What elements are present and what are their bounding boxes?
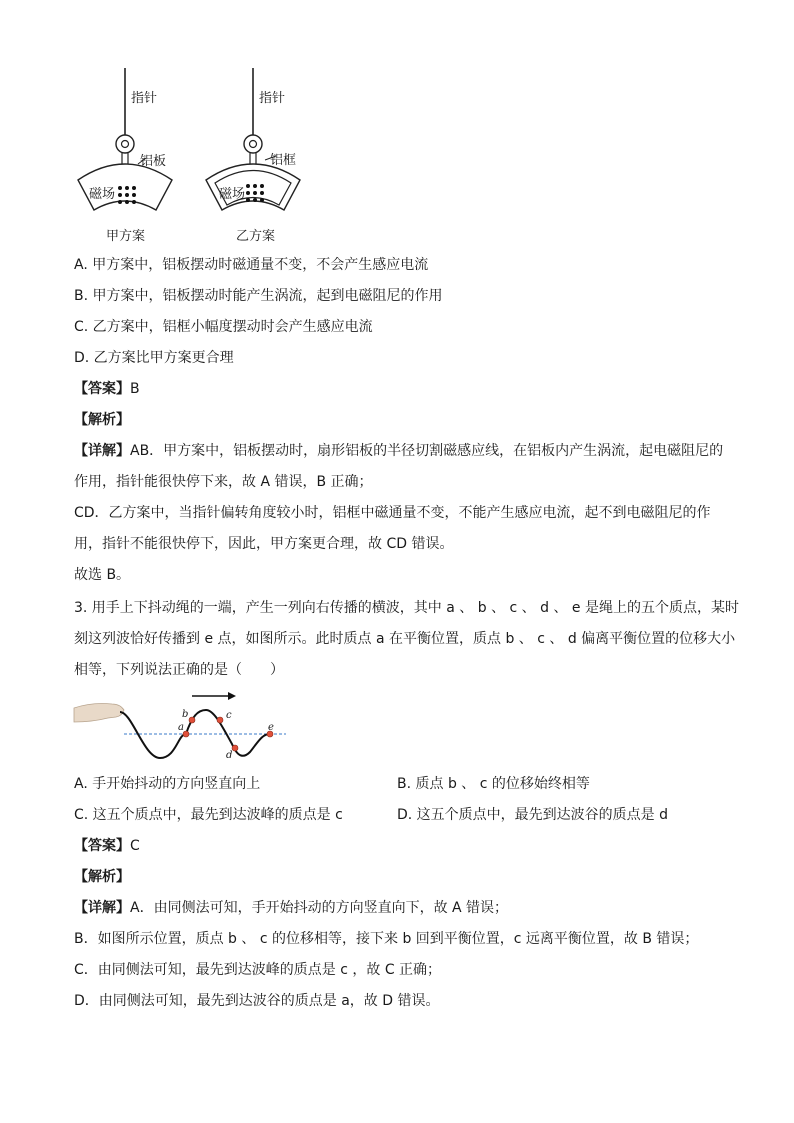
q2-conclusion: 故选 B。 [74, 567, 131, 583]
q2-detail-line-1: 【详解】AB．甲方案中，铝板摆动时，扇形铝板的半径切割磁感应线，在铝板内产生涡流，起电磁阻尼的 [74, 443, 724, 459]
q3-answer [74, 836, 140, 856]
q3-stem-line-3: 相等，下列说法正确的是（ ） [74, 662, 284, 678]
answer-value: B [130, 381, 140, 397]
q3-detail-line-1: 【详解】A．由同侧法可知，手开始抖动的方向竖直向下，故 A 错误； [74, 900, 509, 916]
q3-detail-line-2: B．如图所示位置，质点 b 、 c 的位移相等，接下来 b 回到平衡位置，c 远离平衡位置，故 B 错误； [74, 931, 699, 947]
q3-option-c: C. 这五个质点中，最先到达波峰的质点是 c [74, 807, 343, 823]
point-c [217, 717, 223, 723]
q2-analysis-tag: 【解析】 [74, 412, 130, 428]
label-point-e: e [268, 722, 274, 733]
q3-option-b: B. 质点 b 、 c 的位移始终相等 [397, 776, 590, 792]
answer-value: C [130, 838, 140, 854]
label-point-a: a [178, 722, 184, 733]
caption-left: 甲方案 [106, 229, 146, 244]
field-label-left: 磁场 [89, 187, 116, 202]
q3-option-a: A. 手开始抖动的方向竖直向上 [74, 776, 261, 792]
q2-option-a: A. 甲方案中，铝板摆动时磁通量不变，不会产生感应电流 [74, 257, 429, 273]
q3-stem-line-2: 刻这列波恰好传播到 e 点，如图所示。此时质点 a 在平衡位置，质点 b 、 c 、 d 偏离平衡位置的位移大小 [74, 631, 736, 647]
q2-answer [74, 379, 140, 399]
right-pivot-inner [250, 141, 257, 148]
point-b [189, 717, 195, 723]
answer-tag: 【答案】 [74, 838, 130, 854]
q2-option-c: C. 乙方案中，铝框小幅度摆动时会产生感应电流 [74, 319, 373, 335]
label-point-d: d [226, 750, 233, 761]
point-d [232, 745, 238, 751]
answer-tag: 【答案】 [74, 381, 130, 397]
plate-label: 铝板 [140, 154, 167, 169]
label-point-b: b [182, 709, 189, 720]
frame-label: 铝框 [270, 153, 297, 168]
q2-detail-line-3: CD．乙方案中，当指针偏转角度较小时，铝框中磁通量不变，不能产生感应电流，起不到电磁阻尼的作 [74, 505, 711, 521]
q3-analysis-tag: 【解析】 [74, 869, 130, 885]
detail-tag: 【详解】 [74, 900, 130, 916]
left-field-dots [118, 186, 136, 204]
right-field-dots [246, 184, 264, 202]
field-label-right: 磁场 [219, 187, 246, 202]
needle-label-left: 指针 [131, 91, 158, 106]
detail-tag: 【详解】 [74, 443, 130, 459]
q3-detail-line-4: D．由同侧法可知，最先到达波谷的质点是 a，故 D 错误。 [74, 993, 440, 1009]
q3-option-d: D. 这五个质点中，最先到达波谷的质点是 d [397, 807, 669, 823]
q2-option-d: D. 乙方案比甲方案更合理 [74, 350, 234, 366]
q2-option-b: B. 甲方案中，铝板摆动时能产生涡流，起到电磁阻尼的作用 [74, 288, 443, 304]
q2-detail-line-4: 用，指针不能很快停下，因此，甲方案更合理，故 CD 错误。 [74, 536, 454, 552]
q2-detail-line-2: 作用，指针能很快停下来，故 A 错误，B 正确； [74, 474, 373, 490]
q3-detail-line-3: C．由同侧法可知，最先到达波峰的质点是 c ，故 C 正确； [74, 962, 442, 978]
q3-stem-line-1: 3. 用手上下抖动绳的一端，产生一列向右传播的横波，其中 a 、 b 、 c 、 d 、 e 是绳上的五个质点，某时 [74, 600, 739, 616]
caption-right: 乙方案 [236, 229, 276, 244]
left-pivot-inner [122, 141, 129, 148]
hand-icon [74, 704, 124, 723]
label-point-c: c [226, 710, 232, 721]
needle-label-right: 指针 [259, 91, 286, 106]
